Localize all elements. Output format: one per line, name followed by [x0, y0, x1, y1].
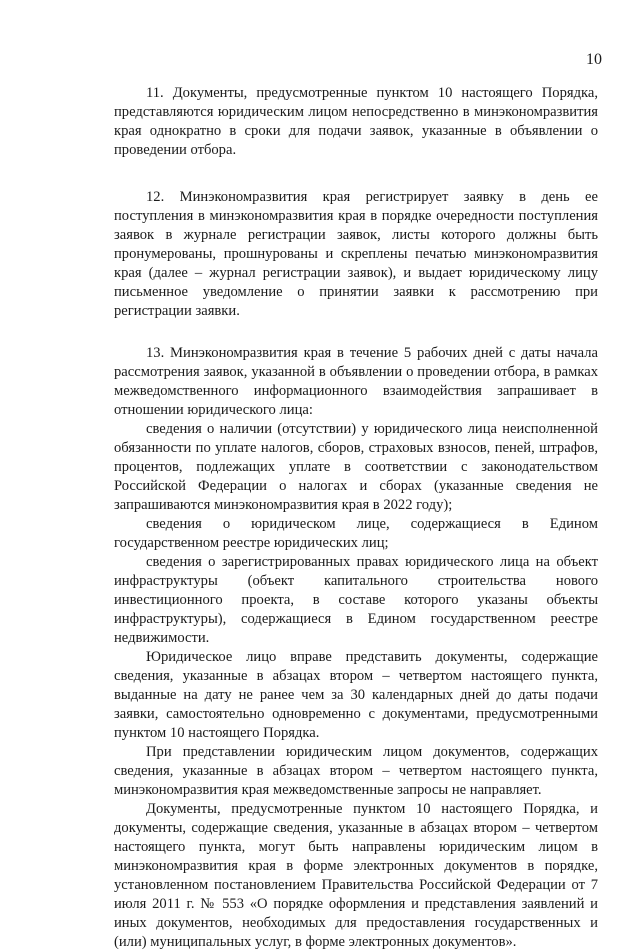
paragraph-no-requests: При представлении юридическим лицом документов, содержащих сведения, указанные в абзацах втором – четвертом настоящего пункта, минэкономразвития края межведомственные запросы не направляет. [114, 744, 598, 798]
paragraph-item-11: 11. Документы, предусмотренные пунктом 10 настоящего Порядка, представляются юридическим лицом непосредственно в минэкономразвития края однократно в сроки для подачи заявок, указанные в объявлении о проведении отбора. [114, 85, 598, 158]
paragraph-gap [114, 160, 598, 188]
paragraph-electronic-docs: Документы, предусмотренные пунктом 10 настоящего Порядка, и документы, содержащие сведения, указанные в абзацах втором – четвертом настоящего пункта, могут быть направлены юридическим лицом в минэкономразвития края в форме электронных документов в порядке, установленном постановлением Правительства Российской Федерации от 7 июля 2011 г. № 553 «О порядке оформления и представления заявлений и иных документов, необходимых для предоставления государственных и (или) муниципальных услуг, в форме электронных документов». [114, 801, 598, 950]
paragraph-property-rights: сведения о зарегистрированных правах юридического лица на объект инфраструктуры (объект капитального строительства нового инвестиционного проекта, в составе которого указаны объекты инфраструктуры), содержащиеся в Едином государственном реестре недвижимости. [114, 554, 598, 646]
paragraph-registry-info: сведения о юридическом лице, содержащиеся в Едином государственном реестре юридических лиц; [114, 516, 598, 551]
document-body [114, 84, 598, 952]
paragraph-tax-info: сведения о наличии (отсутствии) у юридического лица неисполненной обязанности по уплате налогов, сборов, страховых взносов, пеней, штрафов, процентов, подлежащих уплате в соответствии с законодательством Российской Федерации о налогах и сборах (указанные сведения не запрашиваются минэкономразвития края в 2022 году); [114, 421, 598, 513]
paragraph-self-submission: Юридическое лицо вправе представить документы, содержащие сведения, указанные в абзацах втором – четвертом настоящего пункта, выданные на дату не ранее чем за 30 календарных дней до даты подачи заявки, самостоятельно одновременно с документами, предусмотренными пунктом 10 настоящего Порядка. [114, 649, 598, 741]
paragraph-gap [114, 321, 598, 344]
paragraph-item-13: 13. Минэкономразвития края в течение 5 рабочих дней с даты начала рассмотрения заявок, указанной в объявлении о проведении отбора, в рамках межведомственного информационного взаимодействия запрашивает в отношении юридического лица: [114, 345, 598, 418]
page-number: 10 [586, 51, 602, 68]
paragraph-item-12: 12. Минэкономразвития края регистрирует заявку в день ее поступления в минэкономразвития края в порядке очередности поступления заявок в журнале регистрации заявок, листы которого должны быть пронумерованы, прошнурованы и скреплены печатью минэкономразвития края (далее – журнал регистрации заявок), и выдает юридическому лицу письменное уведомление о принятии заявки к рассмотрению при регистрации заявки. [114, 189, 598, 319]
